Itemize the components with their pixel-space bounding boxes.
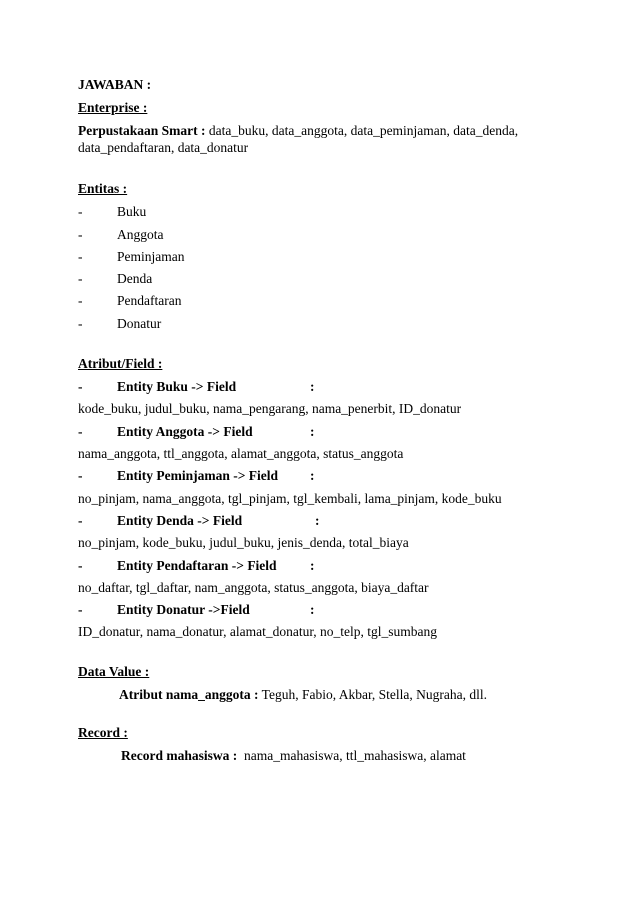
entity-row xyxy=(78,557,378,575)
entitas-item xyxy=(78,292,378,310)
entitas-item xyxy=(78,203,378,221)
entitas-item-label: Pendaftaran xyxy=(117,293,182,308)
list-dash: - xyxy=(78,558,83,573)
entity-label: Entity Donatur ->Field xyxy=(117,602,250,617)
list-dash: - xyxy=(78,468,83,483)
entitas-title: Entitas : xyxy=(78,181,128,196)
entitas-item xyxy=(78,226,378,244)
entity-label: Entity Anggota -> Field xyxy=(117,424,253,439)
data-value-text: Teguh, Fabio, Akbar, Stella, Nugraha, dll. xyxy=(258,687,487,702)
list-dash: - xyxy=(78,513,83,528)
enterprise-label: Perpustakaan Smart : xyxy=(78,123,206,138)
list-dash: - xyxy=(78,271,83,286)
entity-colon: : xyxy=(310,424,315,439)
atribut-title: Atribut/Field : xyxy=(78,356,163,371)
data-value-title: Data Value : xyxy=(78,664,150,679)
entity-colon: : xyxy=(315,513,320,528)
heading: JAWABAN : xyxy=(78,77,152,92)
list-dash: - xyxy=(78,204,83,219)
entitas-item-label: Buku xyxy=(117,204,147,219)
list-dash: - xyxy=(78,293,83,308)
enterprise-title: Enterprise : xyxy=(78,100,148,115)
entity-label: Entity Peminjaman -> Field xyxy=(117,468,279,483)
entity-row xyxy=(78,378,378,396)
entity-colon: : xyxy=(310,468,315,483)
record-line xyxy=(121,747,466,765)
list-dash: - xyxy=(78,249,83,264)
list-dash: - xyxy=(78,424,83,439)
list-dash: - xyxy=(78,602,83,617)
entitas-item xyxy=(78,270,378,288)
entity-label: Entity Buku -> Field xyxy=(117,379,237,394)
data-value-line xyxy=(119,686,487,704)
enterprise-text-1: data_buku, data_anggota, data_peminjaman, data_denda, xyxy=(205,123,519,138)
entitas-item xyxy=(78,248,378,266)
entity-row xyxy=(78,601,378,619)
list-dash: - xyxy=(78,227,83,242)
entity-label: Entity Pendaftaran -> Field xyxy=(117,558,277,573)
entity-fields: ID_donatur, nama_donatur, alamat_donatur, no_telp, tgl_sumbang xyxy=(78,624,438,639)
list-dash: - xyxy=(78,379,83,394)
enterprise-line-1 xyxy=(78,122,518,140)
record-label: Record mahasiswa : xyxy=(121,748,238,763)
entity-fields: no_pinjam, nama_anggota, tgl_pinjam, tgl_kembali, lama_pinjam, kode_buku xyxy=(78,491,502,506)
entity-fields: no_daftar, tgl_daftar, nam_anggota, status_anggota, biaya_daftar xyxy=(78,580,429,595)
entitas-item-label: Peminjaman xyxy=(117,249,185,264)
entity-row xyxy=(78,512,378,530)
entitas-item-label: Donatur xyxy=(117,316,162,331)
record-text: nama_mahasiswa, ttl_mahasiswa, alamat xyxy=(237,748,466,763)
list-dash: - xyxy=(78,316,83,331)
entity-label: Entity Denda -> Field xyxy=(117,513,243,528)
entity-row xyxy=(78,467,378,485)
entity-row xyxy=(78,423,378,441)
record-title: Record : xyxy=(78,725,128,740)
entity-colon: : xyxy=(310,379,315,394)
entity-fields: kode_buku, judul_buku, nama_pengarang, nama_penerbit, ID_donatur xyxy=(78,401,462,416)
entity-fields: nama_anggota, ttl_anggota, alamat_anggota, status_anggota xyxy=(78,446,404,461)
entitas-item-label: Denda xyxy=(117,271,153,286)
entity-colon: : xyxy=(310,602,315,617)
entity-colon: : xyxy=(310,558,315,573)
entitas-item-label: Anggota xyxy=(117,227,164,242)
entity-fields: no_pinjam, kode_buku, judul_buku, jenis_denda, total_biaya xyxy=(78,535,409,550)
data-value-label: Atribut nama_anggota : xyxy=(119,687,259,702)
enterprise-text-2: data_pendaftaran, data_donatur xyxy=(78,140,249,155)
entitas-item xyxy=(78,315,378,333)
